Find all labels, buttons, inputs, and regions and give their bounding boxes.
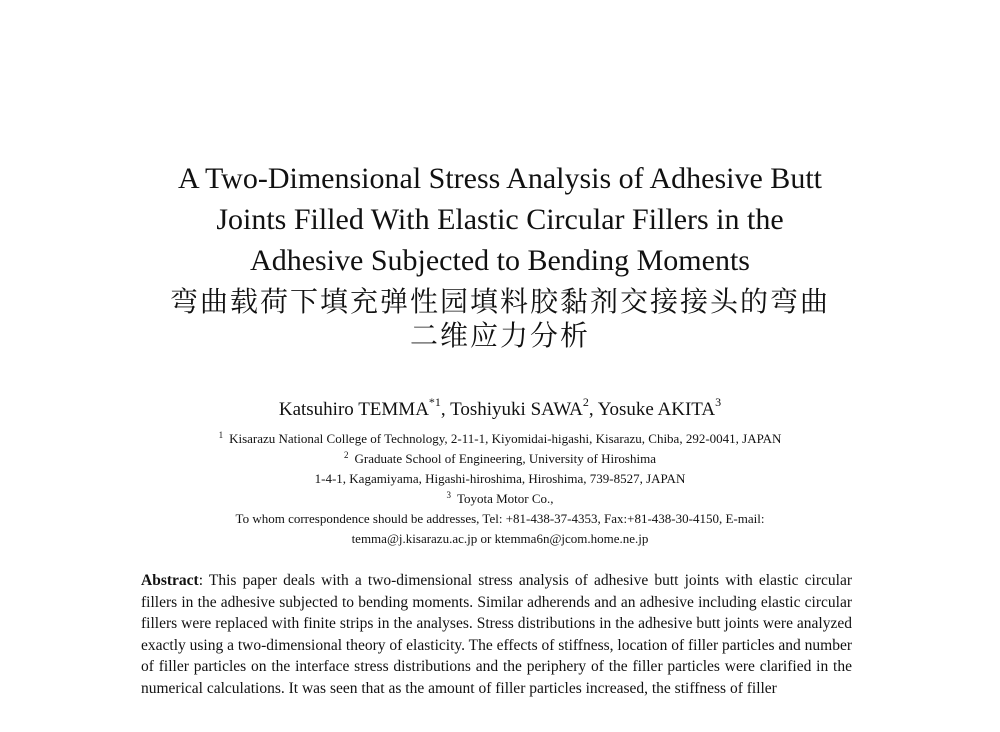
- author-separator: ,: [440, 399, 451, 420]
- affiliation-number: 1: [218, 429, 224, 440]
- author-name: Katsuhiro TEMMA: [278, 399, 429, 420]
- title-cn-line-2: 二维应力分析: [409, 319, 590, 352]
- title-en-line-3: Adhesive Subjected to Bending Moments: [250, 244, 750, 277]
- author-mark: *1: [428, 394, 441, 409]
- author-mark: 3: [715, 394, 722, 409]
- abstract-text: : This paper deals with a two-dimensional stress analysis of adhesive butt joints with elastic circular fillers in the adhesive subjected to bending moments. Similar adherends and an adhesive including elastic circular fillers were replaced with finite strips in the analyses. Stress distributions in the adhesive butt joints were analyzed exactly using a two-dimensional theory of elasticity. The effects of stiffness, location of filler particles and number of filler particles on the interface stress distributions and the periphery of the filler particles were clarified in the numerical calculations. It was seen that as the amount of filler particles increased, the stiffness of filler: [141, 572, 852, 697]
- title-en-line-2: Joints Filled With Elastic Circular Fillers in the: [216, 203, 784, 236]
- paper-title: [0, 158, 1000, 353]
- title-en-line-1: A Two-Dimensional Stress Analysis of Adhesive Butt: [177, 162, 822, 195]
- author-name: Yosuke AKITA: [597, 399, 716, 420]
- author-separator: ,: [588, 399, 598, 420]
- author-mark: 2: [582, 394, 589, 409]
- title-cn-line-1: 弯曲载荷下填充弹性园填料胶黏剂交接接头的弯曲: [169, 285, 830, 318]
- affiliation-3: [0, 489, 1000, 509]
- author-name: Toshiyuki SAWA: [450, 399, 583, 420]
- correspondence-line: To whom correspondence should be addresses, Tel: +81-438-37-4353, Fax:+81-438-30-4150, E-mail:: [235, 511, 765, 526]
- affiliation-number: 3: [446, 489, 451, 500]
- abstract-paragraph: [141, 570, 852, 700]
- affiliation-2-address: 1-4-1, Kagamiyama, Higashi-hiroshima, Hiroshima, 739-8527, JAPAN: [314, 471, 686, 486]
- affiliation-text: Kisarazu National College of Technology, 2-11-1, Kiyomidai-higashi, Kisarazu, Chiba, 292-0041, JAPAN: [229, 431, 782, 446]
- affiliation-1: [0, 429, 1000, 449]
- affiliation-2: [0, 449, 1000, 469]
- abstract-label: Abstract: [141, 572, 199, 589]
- affiliations: [0, 429, 1000, 549]
- affiliation-text: Graduate School of Engineering, University of Hiroshima: [354, 451, 656, 466]
- correspondence-emails: temma@j.kisarazu.ac.jp or ktemma6n@jcom.home.ne.jp: [351, 531, 649, 546]
- affiliation-text: Toyota Motor Co.,: [456, 491, 554, 506]
- author-list: [0, 394, 1000, 422]
- affiliation-number: 2: [344, 449, 349, 460]
